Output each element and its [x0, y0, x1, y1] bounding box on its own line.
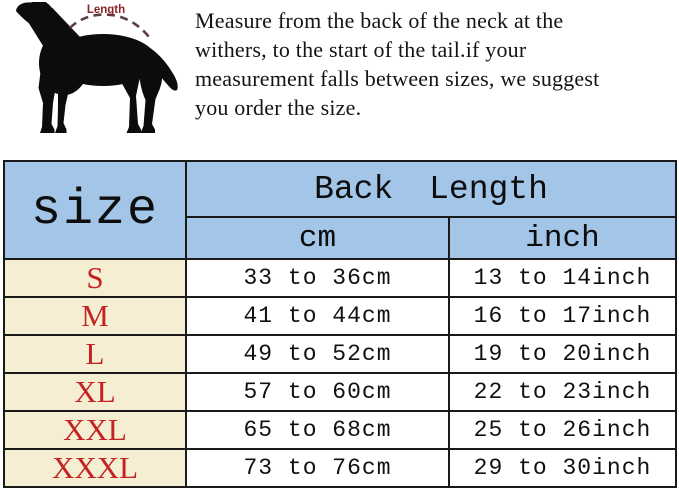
- dog-diagram-svg: [2, 0, 194, 160]
- instruction-line-1: Measure from the back of the neck at the: [195, 8, 564, 33]
- length-label: Length: [86, 4, 126, 16]
- size-cell: L: [4, 335, 186, 373]
- table-row: [4, 449, 676, 487]
- inch-cell: 25 to 26inch: [449, 411, 676, 449]
- measurement-instructions: [195, 6, 661, 122]
- inch-cell: 19 to 20inch: [449, 335, 676, 373]
- unit-header-inch: inch: [449, 217, 676, 259]
- inch-cell: 22 to 23inch: [449, 373, 676, 411]
- inch-cell: 13 to 14inch: [449, 259, 676, 297]
- table-row: [4, 297, 676, 335]
- instruction-line-2: withers, to the start of the tail.if your: [195, 37, 527, 62]
- back-length-header: Back Length: [186, 161, 676, 217]
- table-row: [4, 335, 676, 373]
- dog-measurement-diagram: [2, 0, 194, 160]
- cm-cell: 41 to 44cm: [186, 297, 449, 335]
- cm-cell: 49 to 52cm: [186, 335, 449, 373]
- cm-cell: 65 to 68cm: [186, 411, 449, 449]
- table-row: [4, 373, 676, 411]
- size-cell: XXL: [4, 411, 186, 449]
- cm-cell: 73 to 76cm: [186, 449, 449, 487]
- unit-header-cm: cm: [186, 217, 449, 259]
- size-cell: XL: [4, 373, 186, 411]
- cm-cell: 33 to 36cm: [186, 259, 449, 297]
- cm-cell: 57 to 60cm: [186, 373, 449, 411]
- table-row: [4, 411, 676, 449]
- inch-cell: 29 to 30inch: [449, 449, 676, 487]
- length-measure-arc: [70, 14, 149, 37]
- size-column-header: size: [4, 161, 186, 259]
- size-cell: M: [4, 297, 186, 335]
- instruction-line-4: you order the size.: [195, 95, 362, 120]
- inch-cell: 16 to 17inch: [449, 297, 676, 335]
- table-row: [4, 259, 676, 297]
- size-chart-table: [3, 160, 677, 488]
- size-cell: S: [4, 259, 186, 297]
- dog-silhouette: [16, 2, 178, 133]
- size-cell: XXXL: [4, 449, 186, 487]
- instruction-line-3: measurement falls between sizes, we suggest: [195, 66, 600, 91]
- header-row-back-length: [4, 161, 676, 217]
